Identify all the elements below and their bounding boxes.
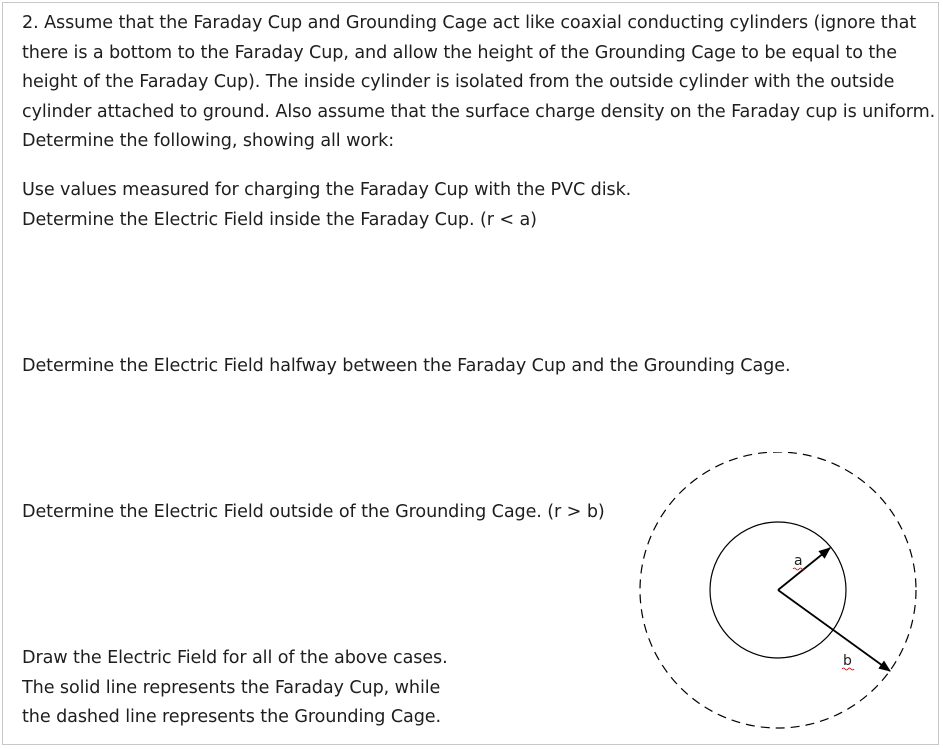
problem-line: 2. Assume that the Faraday Cup and Grounding Cage act like coaxial conducting cylinders (ignore that: [22, 13, 917, 33]
radius-a-arrow: [778, 548, 830, 590]
question-outside-block: [22, 498, 605, 528]
draw-instructions: [22, 644, 448, 733]
label-a: a: [794, 553, 803, 569]
problem-line: Determine the following, showing all work:: [22, 131, 395, 152]
radius-b-arrow: [778, 590, 890, 671]
problem-statement: [22, 9, 936, 157]
values-note-block: [22, 176, 631, 235]
question-inside-field: Determine the Electric Field inside the Faraday Cup. (r < a): [22, 209, 537, 230]
draw-instruction-line: the dashed line represents the Grounding Cage.: [22, 707, 441, 728]
question-halfway-field: Determine the Electric Field halfway between the Faraday Cup and the Grounding Cage.: [22, 356, 791, 376]
values-note: Use values measured for charging the Faraday Cup with the PVC disk.: [22, 180, 632, 200]
coaxial-cylinders-diagram: [630, 452, 930, 744]
question-halfway-block: [22, 352, 790, 382]
problem-line: there is a bottom to the Faraday Cup, and allow the height of the Grounding Cage to be equal to the: [22, 42, 897, 63]
problem-line: cylinder attached to ground. Also assume that the surface charge density on the Faraday cup is uniform.: [22, 101, 936, 122]
question-outside-field: Determine the Electric Field outside of the Grounding Cage. (r > b): [22, 502, 605, 522]
problem-line: height of the Faraday Cup). The inside cylinder is isolated from the outside cylinder with the outside: [22, 72, 895, 93]
label-b: b: [843, 653, 852, 669]
draw-instruction-line: The solid line represents the Faraday Cup, while: [22, 677, 441, 698]
draw-instruction-line: Draw the Electric Field for all of the above cases.: [22, 648, 448, 668]
